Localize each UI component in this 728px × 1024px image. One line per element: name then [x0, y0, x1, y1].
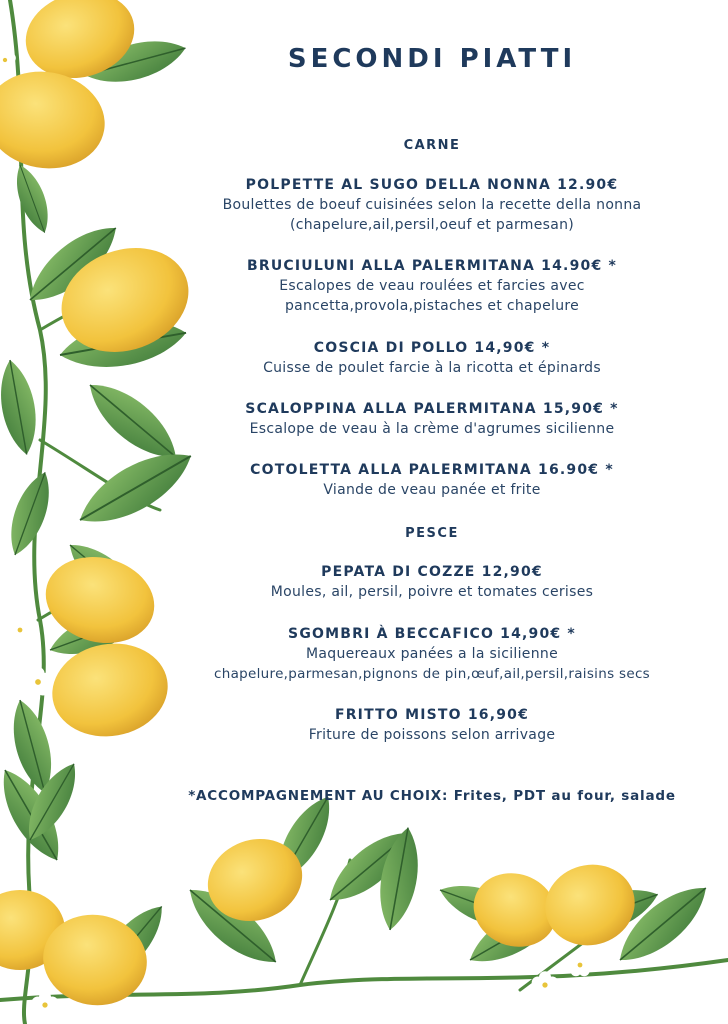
lemon-icon	[0, 62, 112, 177]
dish-name: PEPATA DI COZZE 12,90€	[321, 564, 543, 580]
dish-description: Escalopes de veau roulées et farcies avec	[279, 278, 585, 294]
dish-description: pancetta,provola,pistaches et chapelure	[284, 298, 580, 314]
page-title: SECONDI PIATTI	[287, 44, 577, 74]
leaf-icon	[9, 161, 56, 237]
leaf-icon	[0, 357, 43, 457]
dish-description: chapelure,parmesan,pignons de pin,œuf,ail,persil,raisins secs	[213, 666, 651, 682]
blossom-icon	[0, 49, 16, 70]
dish-name: BRUCIULUNI ALLA PALERMITANA 14.90€ *	[246, 258, 617, 274]
side-dish-note: *ACCOMPAGNEMENT AU CHOIX: Frites, PDT au four, salade	[188, 788, 676, 804]
dish-item	[160, 175, 704, 235]
dish-item	[160, 705, 704, 745]
blossom-icon	[23, 667, 52, 695]
dish-description: (chapelure,ail,persil,oeuf et parmesan)	[289, 217, 575, 233]
dish-name: POLPETTE AL SUGO DELLA NONNA 12.90€	[245, 177, 619, 193]
dish-item	[160, 624, 704, 684]
lemon-icon	[36, 545, 164, 655]
dish-item	[160, 460, 704, 500]
dish-description: Escalope de veau à la crème d'agrumes sicilienne	[249, 421, 615, 437]
dish-description: Moules, ail, persil, poivre et tomates cerises	[270, 584, 594, 600]
dish-description: Cuisse de poulet farcie à la ricotta et épinards	[263, 360, 601, 376]
section-heading-carne: CARNE	[403, 138, 461, 153]
dish-description: Viande de veau panée et frite	[323, 482, 541, 498]
dish-item	[160, 256, 704, 316]
dish-name: FRITTO MISTO 16,90€	[334, 707, 530, 723]
dish-name: SGOMBRI À BECCAFICO 14,90€ *	[288, 626, 576, 642]
dish-description: Boulettes de boeuf cuisinées selon la recette della nonna	[222, 197, 642, 213]
dish-name: SCALOPPINA ALLA PALERMITANA 15,90€ *	[245, 401, 619, 417]
section-heading-pesce: PESCE	[405, 526, 459, 541]
dish-name: COSCIA DI POLLO 14,90€ *	[313, 340, 551, 356]
blossom-icon	[8, 618, 32, 642]
dish-item	[160, 338, 704, 378]
dish-description: Maquereaux panées a la sicilienne	[306, 646, 558, 662]
blossom-icon	[568, 953, 592, 977]
dish-item	[160, 399, 704, 439]
dish-description: Friture de poissons selon arrivage	[308, 727, 556, 743]
leaf-icon	[1, 467, 59, 560]
dish-item	[160, 562, 704, 602]
dish-name: COTOLETTA ALLA PALERMITANA 16.90€ *	[250, 462, 614, 478]
